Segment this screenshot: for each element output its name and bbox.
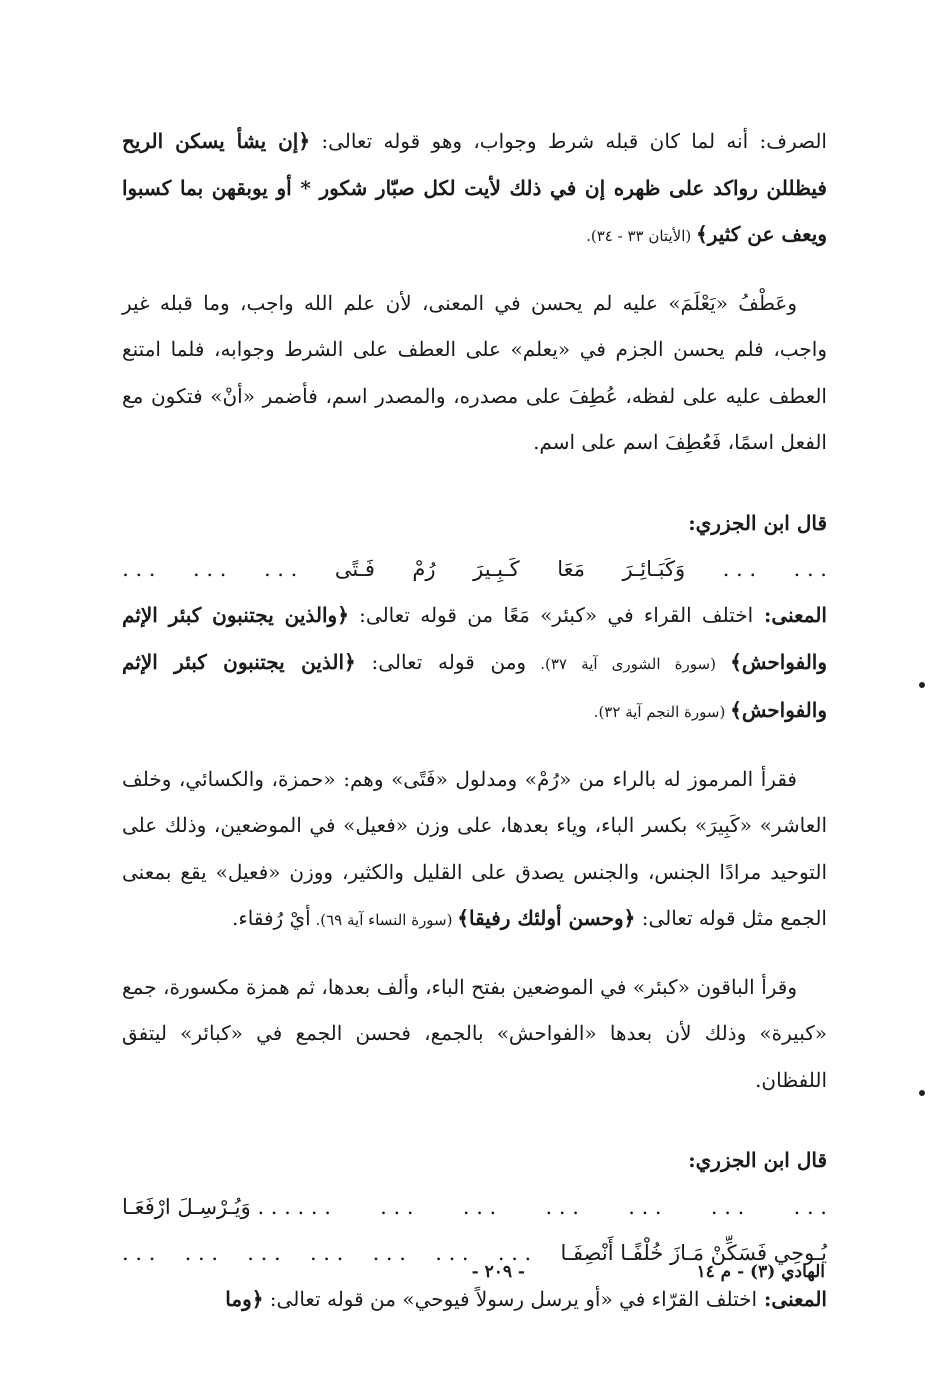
poem-segment: . . . bbox=[309, 1240, 344, 1265]
paragraph-text: فقرأ المرموز له بالراء من «رُمْ» ومدلول «فَتًى» وهم: «حمزة، والكسائي، وخلف العاشر» «كَبِيرَ» بكسر الباء، وياء بعدها، على وزن «فعيل» في الموضعين، وذلك على التوحيد مرادًا الجنس، والجنس يصدق على القليل والكثير، ووزن «فعيل» يقع بمعنى الجمع مثل قوله تعالى: bbox=[122, 766, 827, 930]
page-body bbox=[122, 118, 827, 1322]
paragraph-meaning bbox=[122, 592, 827, 736]
poem-segment: . . . bbox=[628, 1194, 662, 1219]
section-heading: قال ابن الجزري: bbox=[688, 1148, 827, 1172]
poem-word: فَـتًى bbox=[334, 557, 375, 581]
poem-segment: . . . bbox=[193, 557, 227, 581]
quran-verse: ﴿والذين يجتنبون كبئر الإثم والفواحش﴾ bbox=[122, 603, 828, 674]
poem-segment: . . . bbox=[435, 1240, 469, 1265]
book-reference: الهادي (٣) - م ١٤ bbox=[696, 1262, 825, 1282]
poem-segment: . . . bbox=[722, 557, 757, 581]
poem-line bbox=[122, 546, 827, 592]
paragraph-text: اختلف القراء في «كبئر» مَعًا من قوله تعالى: bbox=[348, 603, 754, 627]
margin-dot bbox=[919, 682, 925, 688]
verse-reference: (سورة الشورى آية ٣٧). bbox=[526, 654, 731, 673]
poem-word: مَعَا bbox=[557, 557, 585, 581]
poem-segment: . . . bbox=[184, 1240, 219, 1265]
paragraph-text: الصرف: أنه لما كان قبله شرط وجواب، وهو قوله تعالى: bbox=[310, 129, 827, 153]
poem-line bbox=[122, 1184, 827, 1230]
poem-segment: . . . bbox=[497, 1240, 532, 1265]
meaning-label: المعنى: bbox=[757, 1286, 827, 1311]
poem-segment: . . . bbox=[372, 1240, 406, 1265]
section-heading: قال ابن الجزري: bbox=[688, 510, 827, 535]
verse-reference: (سورة النجم آية ٣٢). bbox=[593, 703, 731, 721]
paragraph-atf: وعَطْفُ «يَعْلَمَ» عليه لم يحسن في المعنى، لأن علم الله واجب، وما قبله غير واجب، فلم يحسن الجزم في «يعلم» على العطف على الشرط وجوابه، فلما امتنع العطف عليه على لفظه، عُطِفَ على مصدره، والمصدر اسم، فأضمر «أنْ» فتكون مع الفعل اسمًا، فَعُطِفَ اسم على اسم. bbox=[122, 290, 827, 454]
meaning-label: المعنى: bbox=[753, 603, 827, 627]
verse-reference: (سورة النساء آية ٦٩). bbox=[310, 911, 458, 929]
quran-verse: ﴿إن يشأ يسكن الريح فيظللن رواكد على ظهره إن في ذلك لأيت لكل صبّار شكور * أو يوبقهن بما كسبوا ويعف عن كثير﴾ bbox=[122, 129, 827, 246]
quran-verse: ﴿الذين يجتنبون كبئر الإثم والفواحش﴾ bbox=[122, 649, 827, 722]
poem-word: كَـبِـيرَ bbox=[473, 557, 520, 581]
poem-segment: . . . bbox=[793, 557, 827, 581]
poem-segment: . . . bbox=[380, 1194, 414, 1219]
verse-reference: (الأيتان ٣٣ - ٣٤). bbox=[586, 227, 696, 245]
paragraph-text: ومن قوله تعالى: bbox=[355, 649, 527, 674]
poem-word: وَكَبَـائِـرَ bbox=[622, 557, 686, 581]
poem-segment: . . . bbox=[462, 1194, 497, 1219]
page-footer bbox=[125, 1262, 825, 1292]
paragraph-text: اختلف القرّاء في «أو يرسل رسولاً فيوحي» من قوله تعالى: bbox=[263, 1286, 758, 1311]
poem-segment: . . . bbox=[122, 1240, 156, 1265]
poem-segment: . . . bbox=[122, 557, 156, 581]
paragraph-reading-a bbox=[122, 756, 827, 944]
margin-dot bbox=[919, 1090, 925, 1096]
poem-word: رُمْ bbox=[412, 557, 436, 581]
poem-segment: . . . bbox=[545, 1194, 579, 1219]
poem-segment: . . . bbox=[247, 1240, 281, 1265]
poem-segment: . . . bbox=[710, 1194, 745, 1219]
poem-segment: . . . bbox=[263, 557, 298, 581]
paragraph-text: أيْ رُفقاء. bbox=[231, 906, 311, 930]
page-number: - ٢٠٩ - bbox=[471, 1262, 525, 1282]
paragraph-sarf bbox=[122, 118, 827, 260]
paragraph-reading-b: وقرأ الباقون «كبئر» في الموضعين بفتح الباء، وألف بعدها، ثم همزة مكسورة، جمع «كبيرة» وذلك لأن بعدها «الفواحش» بالجمع، فحسن الجمع في «كبائر» ليتفق اللفظان. bbox=[122, 974, 827, 1092]
poem-word: يُـوحِي فَسَكِّنْ مَـازَ خُلْفًـا أَنْصِفَـا bbox=[560, 1240, 827, 1265]
poem-word: . . . . . . وَيُـرْسِـلَ ارْفَعَـا bbox=[122, 1194, 331, 1219]
quran-verse: ﴿وما bbox=[225, 1286, 264, 1311]
poem-segment: . . . bbox=[793, 1194, 827, 1219]
quran-verse: ﴿وحسن أولئك رفيقا﴾ bbox=[457, 906, 636, 930]
